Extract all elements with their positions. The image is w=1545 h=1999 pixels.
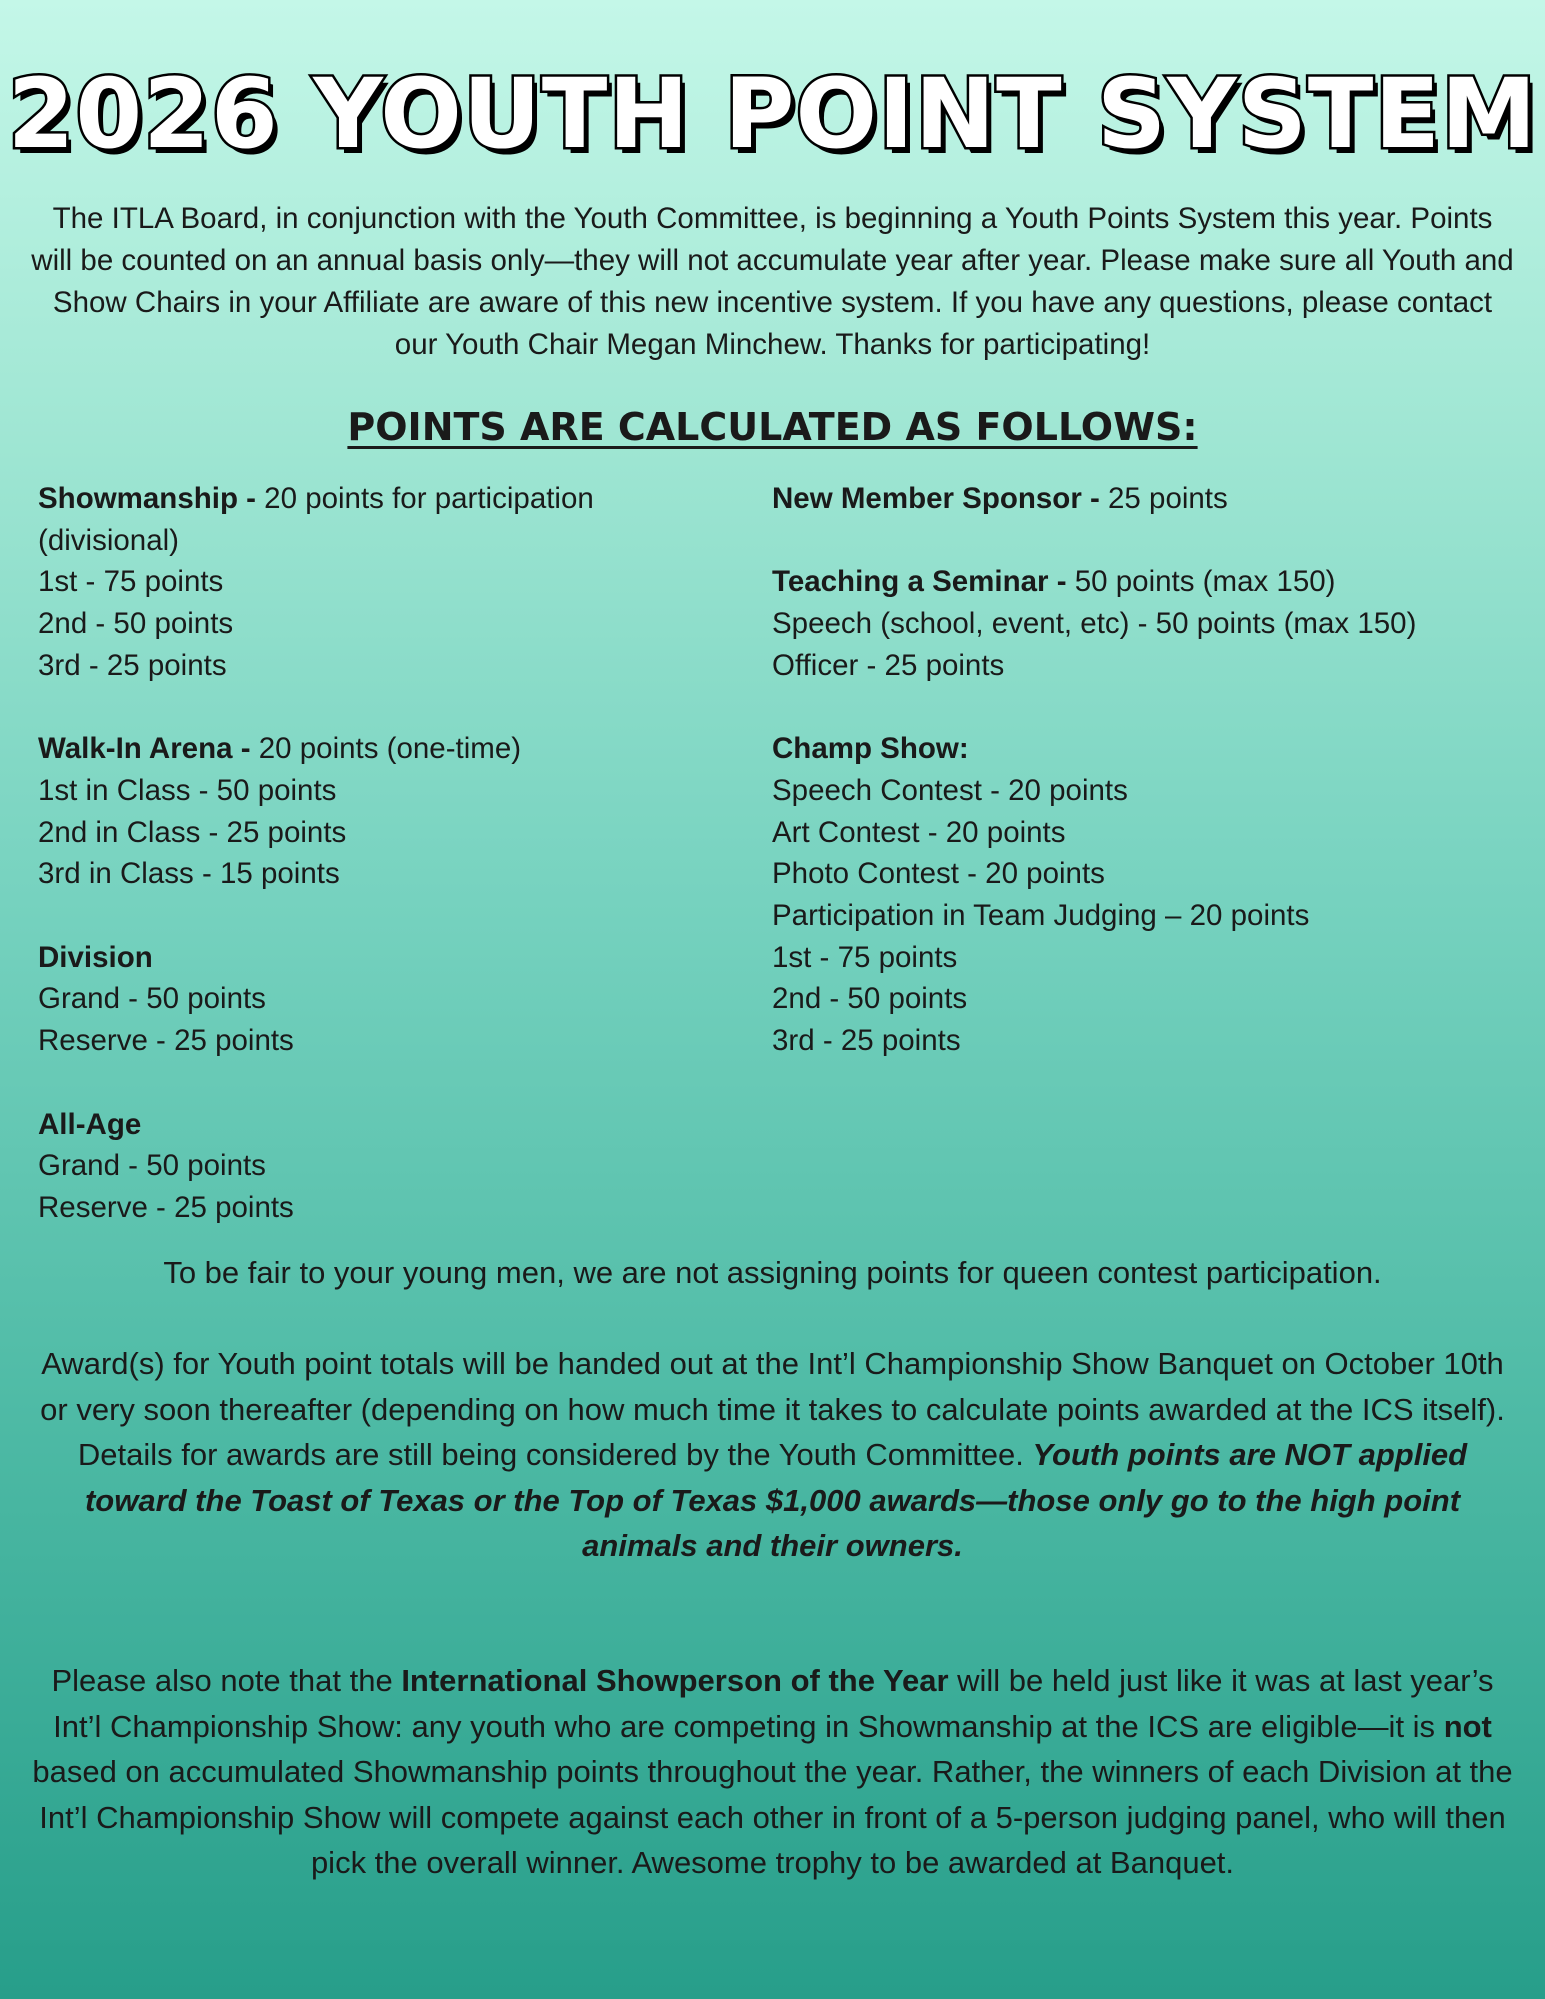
sponsor-heading: [772, 478, 1532, 520]
note-bold-1: International Showperson of the Year: [401, 1663, 949, 1698]
allage-label: All-Age: [38, 1107, 142, 1141]
seminar-desc: 50 points (max 150): [1066, 565, 1336, 599]
walkin-heading: [38, 728, 678, 770]
note-bold-2: not: [1443, 1708, 1492, 1744]
walkin-group: [38, 728, 678, 895]
list-item: Participation in Team Judging – 20 points: [772, 899, 1310, 932]
list-item: Speech (school, event, etc) - 50 points (max 150): [772, 607, 1417, 641]
seminar-label: Teaching a Seminar -: [772, 565, 1067, 599]
list-item: 1st in Class - 50 points: [38, 773, 337, 807]
points-heading: POINTS ARE CALCULATED AS FOLLOWS:: [347, 405, 1198, 449]
list-item: Reserve - 25 points: [38, 1190, 294, 1224]
sponsor-group: [772, 478, 1532, 520]
champ-group: [772, 728, 1532, 1062]
left-column: [38, 478, 678, 1229]
list-item: 3rd - 25 points: [38, 648, 227, 682]
note-text: [30, 1658, 1515, 1886]
walkin-label: Walk-In Arena -: [38, 732, 251, 766]
list-item: 2nd in Class - 25 points: [38, 815, 347, 849]
walkin-desc: 20 points (one-time): [250, 732, 522, 766]
list-item: 1st - 75 points: [772, 940, 958, 974]
showmanship-label: Showmanship -: [38, 482, 256, 515]
list-item: 3rd in Class - 15 points: [38, 857, 340, 891]
showmanship-desc: 20 points for participation (divisional): [38, 482, 594, 557]
list-item: Photo Contest - 20 points: [772, 857, 1105, 891]
list-item: Grand - 50 points: [38, 982, 266, 1016]
awards-body: Award(s) for Youth point totals will be handed out at the Int’l Championship Show Banquet on October 10th or very soon thereafter (depending on how much time it takes to calculate points awarded at the ICS itself). Details for awards are still being considered by the Youth Committee.: [40, 1346, 1505, 1472]
note-part-3: based on accumulated Showmanship points throughout the year. Rather, the winners of each Division at the Int’l Championship Show will compete against each other in front of a 5-person judging panel, who will then pick the overall winner. Awesome trophy to be awarded at Banquet.: [32, 1754, 1513, 1880]
champ-label: Champ Show:: [772, 732, 969, 766]
list-item: 2nd - 50 points: [772, 982, 968, 1016]
list-item: Art Contest - 20 points: [772, 815, 1066, 849]
list-item: Speech Contest - 20 points: [772, 773, 1128, 807]
note-paragraph: [30, 1658, 1515, 1886]
list-item: 2nd - 50 points: [38, 607, 234, 641]
awards-paragraph: [30, 1341, 1515, 1569]
fairness-paragraph: [30, 1250, 1515, 1296]
list-item: Officer - 25 points: [772, 648, 1005, 682]
allage-group: [38, 1104, 678, 1229]
awards-text: [30, 1341, 1515, 1569]
list-item: 3rd - 25 points: [772, 1024, 961, 1058]
note-part-2: will be held just like it was at last year’s Int’l Championship Show: any youth who are competing in Showmanship at the ICS are eligible—it is: [53, 1663, 1494, 1744]
intro-paragraph: [30, 198, 1515, 366]
page-title: 2026 YOUTH POINT SYSTEM: [7, 58, 1538, 170]
awards-emphasis: Youth points are NOT applied toward the Toast of Texas or the Top of Texas $1,000 awards—those only go to the high point animals and their owners.: [84, 1437, 1468, 1563]
seminar-group: [772, 561, 1532, 686]
intro-text: The ITLA Board, in conjunction with the Youth Committee, is beginning a Youth Points System this year. Points will be counted on an annual basis only—they will not accumulate year after year. Please make sure all Youth and Show Chairs in your Affiliate are aware of this new incentive system. If you have any questions, please contact our Youth Chair Megan Minchew. Thanks for participating!: [31, 202, 1514, 361]
showmanship-heading: [38, 478, 678, 561]
note-part-1: Please also note that the: [51, 1663, 402, 1698]
list-item: 1st - 75 points: [38, 565, 224, 599]
showmanship-group: [38, 478, 678, 687]
list-item: Reserve - 25 points: [38, 1024, 294, 1058]
list-item: Grand - 50 points: [38, 1149, 266, 1183]
division-label: Division: [38, 940, 153, 974]
fairness-text: To be fair to your young men, we are not assigning points for queen contest participation.: [163, 1255, 1382, 1290]
sponsor-label: New Member Sponsor -: [772, 482, 1100, 515]
seminar-heading: [772, 561, 1532, 603]
division-group: [38, 937, 678, 1062]
right-column: [772, 478, 1532, 1062]
sponsor-desc: 25 points: [1099, 482, 1228, 515]
